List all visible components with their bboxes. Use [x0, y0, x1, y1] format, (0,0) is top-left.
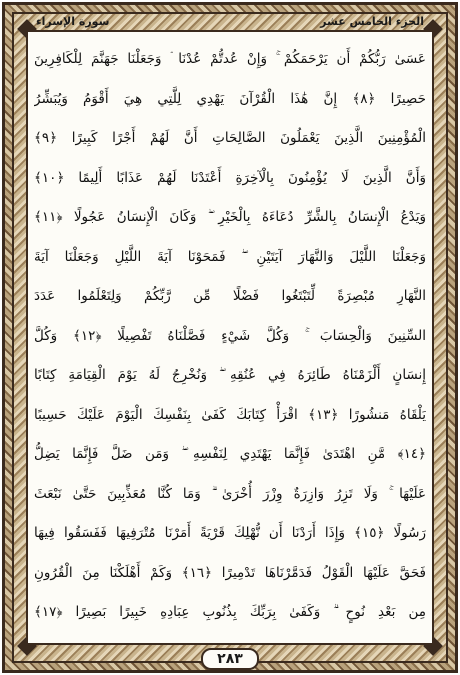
- text-line: حَصِيرًا ﴿٨﴾ إِنَّ هَٰذَا الْقُرْآنَ يَهْدِي لِلَّتِي هِيَ أَقْوَمُ وَيُبَشِّرُ: [34, 90, 426, 107]
- page-number: ٢٨٣: [201, 648, 259, 670]
- text-line: النَّهَارِ مُبْصِرَةً لِّتَبْتَغُوا فَضْلًا مِّن رَّبِّكُمْ وَلِتَعْلَمُوا عَدَدَ: [34, 288, 426, 304]
- text-line: يَلْقَاهُ مَنشُورًا ﴿١٣﴾ اقْرَأْ كِتَابَكَ كَفَىٰ بِنَفْسِكَ الْيَوْمَ عَلَيْكَ حَسِيبًا: [34, 406, 426, 423]
- text-line: الْمُؤْمِنِينَ الَّذِينَ يَعْمَلُونَ الصَّالِحَاتِ أَنَّ لَهُمْ أَجْرًا كَبِيرًا ﴿٩﴾: [34, 130, 426, 146]
- page-header: [26, 12, 434, 30]
- text-line: إِنسَانٍ أَلْزَمْنَاهُ طَائِرَهُ فِي عُنُقِهِ ۖ وَنُخْرِجُ لَهُ يَوْمَ الْقِيَامَةِ كِتَابًا: [34, 367, 426, 383]
- verse-lines: [34, 40, 426, 633]
- text-line: فَحَقَّ عَلَيْهَا الْقَوْلُ فَدَمَّرْنَاهَا تَدْمِيرًا ﴿١٦﴾ وَكَمْ أَهْلَكْنَا مِنَ الْقُرُونِ: [34, 564, 426, 581]
- text-line: وَأَنَّ الَّذِينَ لَا يُؤْمِنُونَ بِالْآخِرَةِ أَعْتَدْنَا لَهُمْ عَذَابًا أَلِيمًا ﴿١٠﴾: [34, 169, 426, 186]
- text-line: عَسَىٰ رَبُّكُمْ أَن يَرْحَمَكُمْ ۚ وَإِنْ عُدتُّمْ عُدْنَا ۘ وَجَعَلْنَا جَهَنَّمَ لِلْكَافِرِينَ: [34, 51, 426, 67]
- text-line: مِن بَعْدِ نُوحٍ ۗ وَكَفَىٰ بِرَبِّكَ بِذُنُوبِ عِبَادِهِ خَبِيرًا بَصِيرًا ﴿١٧﴾: [34, 604, 426, 620]
- surah-title: سورة الإسراء: [36, 14, 110, 28]
- page-footer: [0, 648, 460, 670]
- juz-title: الجزء الخامس عشر: [320, 14, 424, 28]
- text-line: وَيَدْعُ الْإِنسَانُ بِالشَّرِّ دُعَاءَهُ بِالْخَيْرِ ۖ وَكَانَ الْإِنسَانُ عَجُولًا ﴿١١﴾: [34, 209, 426, 225]
- text-line: رَسُولًا ﴿١٥﴾ وَإِذَا أَرَدْنَا أَن نُّهْلِكَ قَرْيَةً أَمَرْنَا مُتْرَفِيهَا فَفَسَقُوا فِيهَا: [34, 525, 426, 541]
- text-line: وَجَعَلْنَا اللَّيْلَ وَالنَّهَارَ آيَتَيْنِ ۖ فَمَحَوْنَا آيَةَ اللَّيْلِ وَجَعَلْنَا آيَةَ: [34, 248, 426, 265]
- text-line: السِّنِينَ وَالْحِسَابَ ۚ وَكُلَّ شَيْءٍ فَصَّلْنَاهُ تَفْصِيلًا ﴿١٢﴾ وَكُلَّ: [34, 327, 426, 344]
- text-line: ﴿١٤﴾ مَّنِ اهْتَدَىٰ فَإِنَّمَا يَهْتَدِي لِنَفْسِهِ ۖ وَمَن ضَلَّ فَإِنَّمَا يَضِلُّ: [34, 446, 426, 462]
- text-line: عَلَيْهَا ۚ وَلَا تَزِرُ وَازِرَةٌ وِزْرَ أُخْرَىٰ ۗ وَمَا كُنَّا مُعَذِّبِينَ حَتَّىٰ نَبْعَثَ: [34, 485, 426, 502]
